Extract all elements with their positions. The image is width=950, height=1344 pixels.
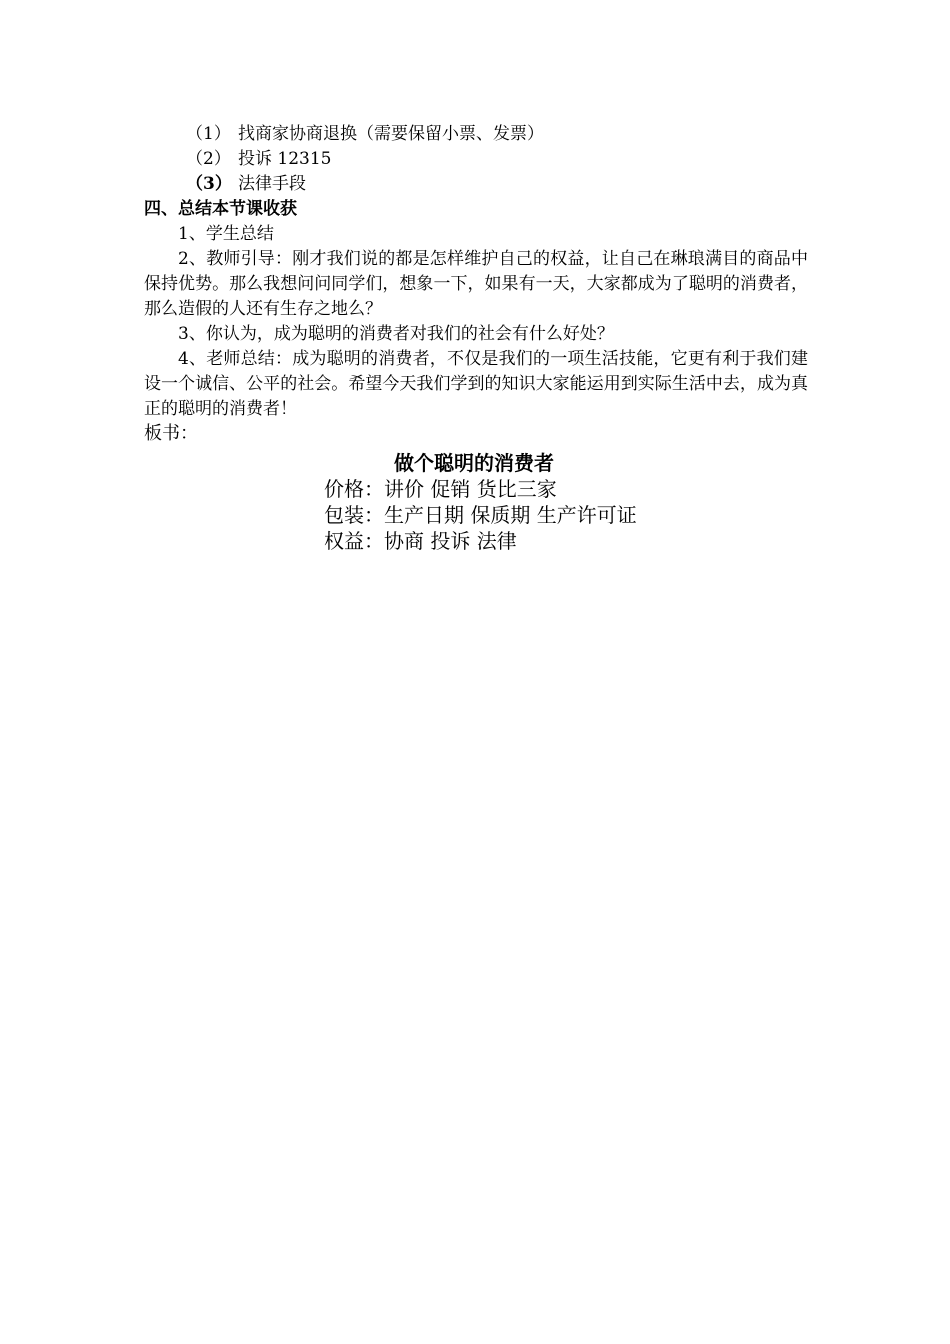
list-item bbox=[186, 122, 808, 147]
list-item bbox=[186, 147, 808, 172]
board-row: 权益：协商 投诉 法律 bbox=[324, 529, 517, 553]
paragraph: 3、你认为，成为聪明的消费者对我们的社会有什么好处？ bbox=[178, 324, 614, 344]
board-title: 做个聪明的消费者 bbox=[394, 451, 554, 475]
list-item-text: 法律手段 bbox=[238, 174, 306, 194]
document-content bbox=[144, 122, 808, 554]
list-item-number: （1） bbox=[186, 124, 231, 144]
list-item-text: 投诉 12315 bbox=[238, 149, 332, 169]
section-heading: 四、总结本节课收获 bbox=[144, 199, 297, 219]
list-item-text: 找商家协商退换（需要保留小票、发票） bbox=[238, 124, 544, 144]
board-row: 包装：生产日期 保质期 生产许可证 bbox=[324, 503, 637, 527]
remedy-list bbox=[144, 122, 808, 197]
board-rows bbox=[144, 476, 808, 554]
blackboard-summary bbox=[144, 450, 808, 554]
board-row: 价格：讲价 促销 货比三家 bbox=[324, 477, 557, 501]
list-item-number: （2） bbox=[186, 149, 231, 169]
board-label: 板书： bbox=[144, 423, 198, 444]
list-item bbox=[186, 172, 808, 197]
paragraph: 4、老师总结：成为聪明的消费者，不仅是我们的一项生活技能，它更有利于我们建设一个诚信、公平的社会。希望今天我们学到的知识大家能运用到实际生活中去，成为真正的聪明的消费者！ bbox=[144, 349, 808, 419]
paragraph: 2、教师引导：刚才我们说的都是怎样维护自己的权益，让自己在琳琅满目的商品中保持优势。那么我想问问同学们，想象一下，如果有一天，大家都成为了聪明的消费者，那么造假的人还有生存之地么？ bbox=[144, 249, 808, 319]
list-item-number: （3） bbox=[186, 174, 232, 194]
paragraph: 1、学生总结 bbox=[178, 224, 274, 244]
